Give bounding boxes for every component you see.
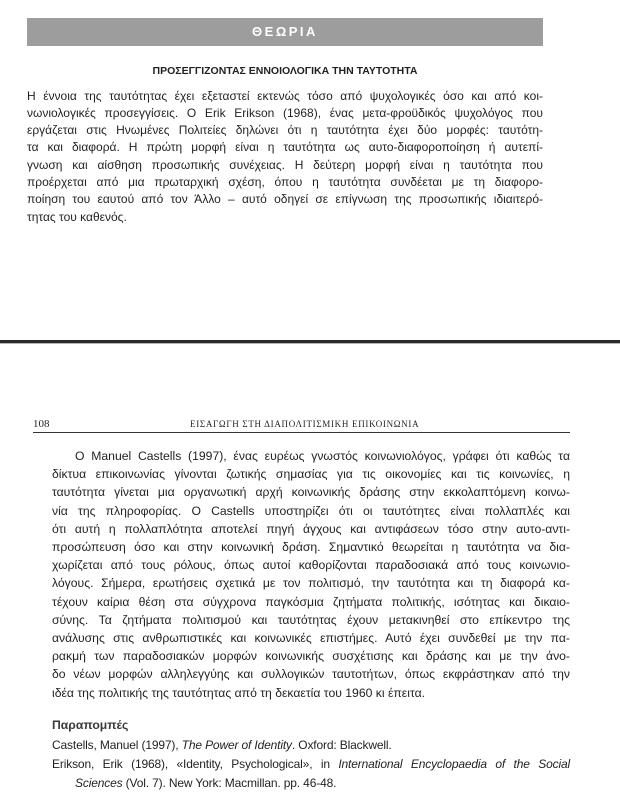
paragraph-line: Η έννοια της ταυτότητας έχει εξεταστεί εκτενώς τόσο από ψυχολογικές όσο και από κοι- <box>27 88 543 103</box>
paragraph-line: ανάλυσης στις ανθρωπιστικές και κοινωνικές επιστήμες. Αυτό έχει συνδεθεί με την πα- <box>52 631 570 646</box>
page-number: 108 <box>33 418 50 430</box>
running-header: ΕΙΣΑΓΩΓΗ ΣΤΗ ΔΙΑΠΟΛΙΤΙΣΜΙΚΗ ΕΠΙΚΟΙΝΩΝΙΑ <box>190 419 420 429</box>
reference-lead: Castells, Manuel (1997), <box>52 737 182 752</box>
section-banner: ΘΕΩΡΙΑ <box>27 18 543 46</box>
reference-tail: (Vol. 7). New York: Macmillan. pp. 46-48. <box>122 775 337 790</box>
paragraph-line: προσώπευση όσο και στην κοινωνική δράση. Σημαντικό θεωρείται η ταυτότητα να δια- <box>52 540 570 555</box>
paragraph-line: προέρχεται από μια πρωταρχική σχέση, όπου η ταυτότητα συνδέεται με τη διαφορο- <box>27 174 543 189</box>
paragraph-line: τέχουν καίρια θέση στα σύγχρονα παγκόσμια ζητήματα πολιτικής, ισότητας και δικαιο- <box>52 594 570 609</box>
paragraph-line: δο νέων μορφών αλληλεγγύης και συλλογικών ταυτοτήτων, όπως εκφράστηκαν από την <box>52 667 570 682</box>
page-separator-shadow <box>0 343 620 344</box>
reference-item <box>52 755 570 774</box>
paragraph-line: σύνης. Τα ζητήματα πολιτισμού και ταυτότητας έχουν μετακινηθεί στο επίκεντρο της <box>52 612 570 627</box>
paragraph-line: νωνιολογικές προσεγγίσεις. Ο Erik Erikson (1968), ένας μετα-φροϋδικός ψυχολόγος που <box>27 105 543 120</box>
reference-title: International Encyclopaedia of the Social <box>338 756 570 771</box>
reference-tail: . Oxford: Blackwell. <box>291 737 392 752</box>
reference-item <box>52 736 570 755</box>
paragraph-line: ιδέα της πολιτικής της ταυτότητας από τη δεκαετία του 1960 κι έπειτα. <box>52 685 426 700</box>
header-rule <box>33 432 570 433</box>
paragraph-line: Ο Manuel Castells (1997), ένας ευρέως γνωστός κοινωνιολόγος, γράφει ότι καθώς τα <box>75 449 570 463</box>
paragraph-line: ρακμή των παραδοσιακών μορφών κοινωνικής συσχέτισης και δράσης και με την άνο- <box>52 649 570 664</box>
section-heading: ΠΡΟΣΕΓΓΙΖΟΝΤΑΣ ΕΝΝΟΙΟΛΟΓΙΚΑ ΤΗΝ ΤΑΥΤΟΤΗΤΑ <box>152 65 418 77</box>
paragraph-line: χωρίζεται από τους ρόλους, όπως αυτοί καθορίζονται παραδοσιακά από τους κοινωνιο- <box>52 558 570 573</box>
paragraph-line: τητας του καθενός. <box>27 209 127 224</box>
paragraph-line: ότι αυτή η πολλαπλότητα αποτελεί πηγή άγχους και αντιφάσεων τόσο στην αυτο-αντι- <box>52 521 570 536</box>
paragraph-line: δίκτυα επικοινωνίας γίνονται ζωτικής σημασίας για τις οικονομίες και τις κοινωνίες, η <box>52 467 570 482</box>
paragraph-line: εργάζεται στις Ηνωμένες Πολιτείες δηλώνει ότι η ταυτότητα έχει δύο μορφές: ταυτότη- <box>27 123 543 138</box>
paragraph-line: ποίηση του εαυτού από τον Άλλο – αυτό οδηγεί σε επίγνωση της προσωπικής ιδιαιτερό- <box>27 192 543 207</box>
reference-title: Sciences <box>75 775 123 790</box>
body-paragraph <box>52 447 570 702</box>
intro-paragraph <box>27 88 543 226</box>
paragraph-line: ταυτότητα γίνεται μια οργανωτική αρχή κοινωνικής δράσης στην εκκολαπτόμενη κοινω- <box>52 485 570 500</box>
paragraph-line: τα και διαφορά. Η πρώτη μορφή είναι η ταυτότητα ως αυτο-διαφοροποίηση ή αυτεπί- <box>27 140 543 155</box>
reference-item-continuation <box>52 774 570 793</box>
references-list <box>52 736 570 793</box>
reference-lead: Erikson, Erik (1968), «Identity, Psychological», in <box>52 756 339 771</box>
paragraph-line: γνωση και αίσθηση προσωπικής συνέχειας. Η δεύτερη μορφή είναι η ταυτότητα που <box>27 157 543 172</box>
paragraph-line: λόγους. Σήμερα, ερωτήσεις σχετικά με τον πολιτισμό, την ταυτότητα και τη διαφορά κα- <box>52 576 570 591</box>
paragraph-line: νία της πληροφορίας. Ο Castells υποστηρίζει ότι οι ταυτότητες είναι πολλαπλές και <box>52 503 570 518</box>
reference-title: The Power of Identity <box>181 737 292 752</box>
references-title: Παραπομπές <box>52 718 129 732</box>
